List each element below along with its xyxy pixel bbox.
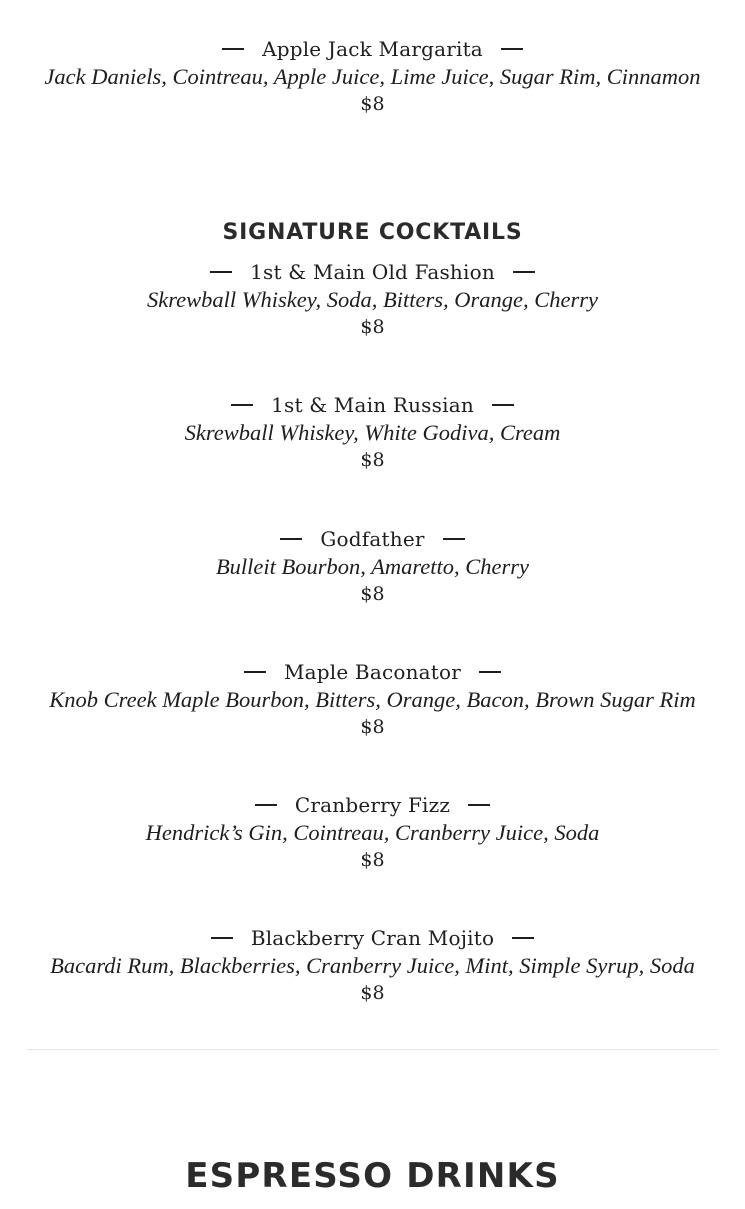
section-title-signature-cocktails: SIGNATURE COCKTAILS bbox=[222, 220, 523, 245]
right-dash-icon bbox=[492, 404, 514, 406]
item-name-row bbox=[0, 525, 745, 553]
item-ingredients: Skrewball Whiskey, Soda, Bitters, Orange, Cherry bbox=[147, 287, 598, 312]
item-name: Maple Baconator bbox=[283, 660, 462, 684]
item-ingredients: Bacardi Rum, Blackberries, Cranberry Juice, Mint, Simple Syrup, Soda bbox=[50, 953, 695, 978]
right-dash-icon bbox=[501, 48, 523, 50]
right-dash-icon bbox=[513, 271, 535, 273]
left-dash-icon bbox=[210, 271, 232, 273]
item-name-row bbox=[0, 258, 745, 286]
item-price: $8 bbox=[360, 583, 385, 605]
right-dash-icon bbox=[468, 804, 490, 806]
item-price: $8 bbox=[360, 849, 385, 871]
menu-item-godfather bbox=[0, 525, 745, 607]
item-name: 1st & Main Russian bbox=[271, 393, 474, 417]
left-dash-icon bbox=[280, 538, 302, 540]
item-name-row bbox=[0, 658, 745, 686]
right-dash-icon bbox=[512, 937, 534, 939]
item-ingredients: Hendrick’s Gin, Cointreau, Cranberry Juice, Soda bbox=[145, 820, 600, 845]
menu-item-old-fashion bbox=[0, 258, 745, 340]
left-dash-icon bbox=[244, 671, 266, 673]
item-name: Cranberry Fizz bbox=[294, 793, 451, 817]
item-name: Godfather bbox=[320, 527, 425, 551]
menu-item-cranberry-fizz bbox=[0, 791, 745, 873]
item-name-row bbox=[0, 924, 745, 952]
item-name-row bbox=[0, 35, 745, 63]
item-ingredients: Bulleit Bourbon, Amaretto, Cherry bbox=[215, 554, 530, 579]
item-name-row bbox=[0, 391, 745, 419]
item-ingredients: Jack Daniels, Cointreau, Apple Juice, Lime Juice, Sugar Rim, Cinnamon bbox=[44, 64, 701, 89]
menu-item-maple-baconator bbox=[0, 658, 745, 740]
item-ingredients: Knob Creek Maple Bourbon, Bitters, Orange, Bacon, Brown Sugar Rim bbox=[49, 687, 696, 712]
item-price: $8 bbox=[360, 982, 385, 1004]
item-name: 1st & Main Old Fashion bbox=[250, 260, 495, 284]
item-price: $8 bbox=[360, 93, 385, 115]
left-dash-icon bbox=[231, 404, 253, 406]
item-price: $8 bbox=[360, 716, 385, 738]
item-name: Blackberry Cran Mojito bbox=[250, 926, 495, 950]
menu-item-apple-jack-margarita bbox=[0, 35, 745, 117]
right-dash-icon bbox=[443, 538, 465, 540]
menu-item-russian bbox=[0, 391, 745, 473]
section-divider bbox=[27, 1049, 718, 1050]
left-dash-icon bbox=[211, 937, 233, 939]
item-price: $8 bbox=[360, 316, 385, 338]
item-name: Apple Jack Margarita bbox=[262, 37, 483, 61]
section-title-espresso-drinks: ESPRESSO DRINKS bbox=[185, 1156, 560, 1196]
item-ingredients: Skrewball Whiskey, White Godiva, Cream bbox=[184, 420, 561, 445]
left-dash-icon bbox=[222, 48, 244, 50]
item-price: $8 bbox=[360, 449, 385, 471]
menu-item-blackberry-cran-mojito bbox=[0, 924, 745, 1006]
left-dash-icon bbox=[255, 804, 277, 806]
right-dash-icon bbox=[479, 671, 501, 673]
item-name-row bbox=[0, 791, 745, 819]
